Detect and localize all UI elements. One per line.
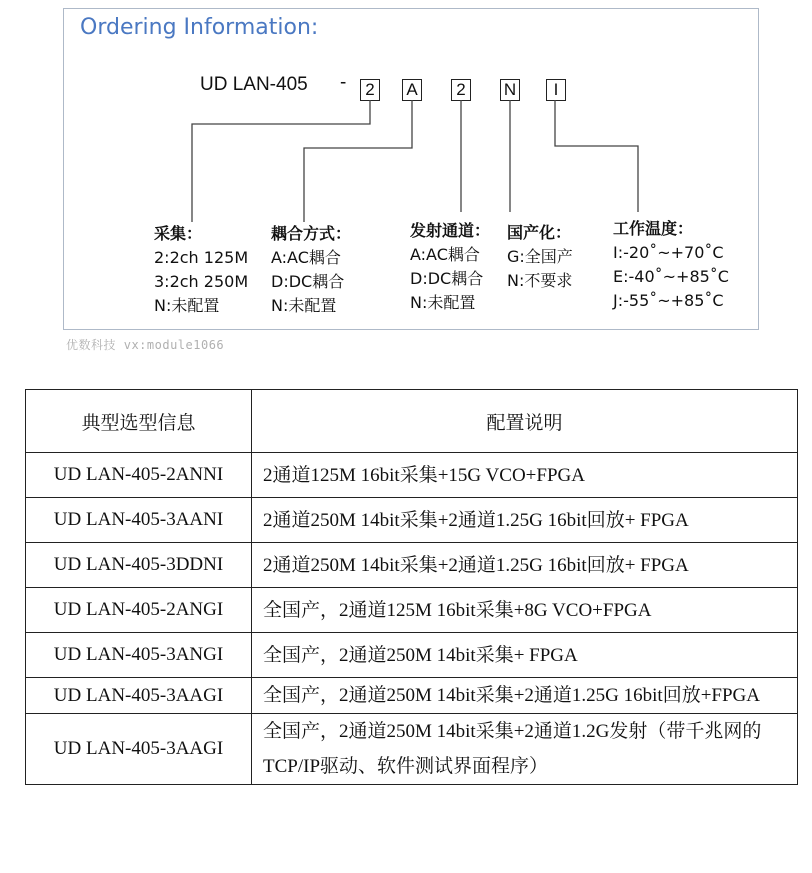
group-option: A:AC耦合 bbox=[271, 248, 341, 267]
description-cell: 2通道250M 14bit采集+2通道1.25G 16bit回放+ FPGA bbox=[252, 498, 798, 543]
group-option: N:未配置 bbox=[154, 296, 220, 315]
option-group-transmit bbox=[410, 219, 490, 315]
table-row bbox=[26, 678, 798, 714]
model-cell: UD LAN-405-3ANGI bbox=[26, 633, 252, 678]
group-option: E:-40˚~+85˚C bbox=[613, 267, 729, 286]
model-cell: UD LAN-405-3AAGI bbox=[26, 678, 252, 714]
model-cell: UD LAN-405-2ANGI bbox=[26, 588, 252, 633]
part-number-prefix: UD LAN-405 bbox=[200, 74, 308, 95]
code-box-transmit: 2 bbox=[451, 79, 471, 101]
table-row bbox=[26, 498, 798, 543]
group-option: I:-20˚~+70˚C bbox=[613, 243, 724, 262]
group-option: D:DC耦合 bbox=[271, 272, 345, 291]
connector-acquisition bbox=[192, 100, 370, 222]
ordering-title: Ordering Information: bbox=[80, 15, 319, 40]
model-cell: UD LAN-405-3DDNI bbox=[26, 543, 252, 588]
description-cell: 2通道250M 14bit采集+2通道1.25G 16bit回放+ FPGA bbox=[252, 543, 798, 588]
ordering-information-panel bbox=[63, 8, 759, 330]
option-group-temperature bbox=[613, 217, 729, 313]
group-option: A:AC耦合 bbox=[410, 245, 480, 264]
group-option: G:全国产 bbox=[507, 247, 573, 266]
group-heading: 发射通道： bbox=[410, 221, 491, 240]
description-cell: 全国产，2通道250M 14bit采集+2通道1.2G发射（带千兆网的TCP/IP驱动、软件测试界面程序） bbox=[252, 714, 798, 785]
description-cell: 2通道125M 16bit采集+15G VCO+FPGA bbox=[252, 453, 798, 498]
option-group-coupling bbox=[271, 222, 351, 318]
code-box-localization: N bbox=[500, 79, 520, 101]
model-cell: UD LAN-405-2ANNI bbox=[26, 453, 252, 498]
group-option: J:-55˚~+85˚C bbox=[613, 291, 724, 310]
code-box-acquisition: 2 bbox=[360, 79, 380, 101]
group-option: N:不要求 bbox=[507, 271, 573, 290]
description-cell: 全国产，2通道125M 16bit采集+8G VCO+FPGA bbox=[252, 588, 798, 633]
option-group-localization bbox=[507, 221, 573, 293]
part-number-dash: - bbox=[340, 72, 347, 93]
code-box-temperature: I bbox=[546, 79, 566, 101]
group-option: 3:2ch 250M bbox=[154, 272, 249, 291]
table-row bbox=[26, 714, 798, 785]
group-option: 2:2ch 125M bbox=[154, 248, 249, 267]
group-heading: 采集： bbox=[154, 224, 203, 243]
description-cell: 全国产，2通道250M 14bit采集+ FPGA bbox=[252, 633, 798, 678]
group-heading: 耦合方式： bbox=[271, 224, 352, 243]
group-heading: 国产化： bbox=[507, 223, 572, 242]
table-header-row bbox=[26, 390, 798, 453]
description-cell: 全国产，2通道250M 14bit采集+2通道1.25G 16bit回放+FPGA bbox=[252, 678, 798, 714]
connector-coupling bbox=[304, 100, 412, 222]
header-model: 典型选型信息 bbox=[26, 390, 252, 453]
watermark-text: 优数科技 vx:module1066 bbox=[66, 338, 225, 352]
table-row bbox=[26, 633, 798, 678]
model-cell: UD LAN-405-3AANI bbox=[26, 498, 252, 543]
code-box-coupling: A bbox=[402, 79, 422, 101]
table-row bbox=[26, 543, 798, 588]
table-row bbox=[26, 453, 798, 498]
group-heading: 工作温度： bbox=[613, 219, 694, 238]
connector-temperature bbox=[555, 100, 638, 212]
header-description: 配置说明 bbox=[252, 390, 798, 453]
group-option: N:未配置 bbox=[271, 296, 337, 315]
model-cell: UD LAN-405-3AAGI bbox=[26, 714, 252, 785]
group-option: D:DC耦合 bbox=[410, 269, 484, 288]
option-group-acquisition bbox=[154, 222, 248, 318]
table-row bbox=[26, 588, 798, 633]
group-option: N:未配置 bbox=[410, 293, 476, 312]
selection-table bbox=[25, 389, 798, 785]
